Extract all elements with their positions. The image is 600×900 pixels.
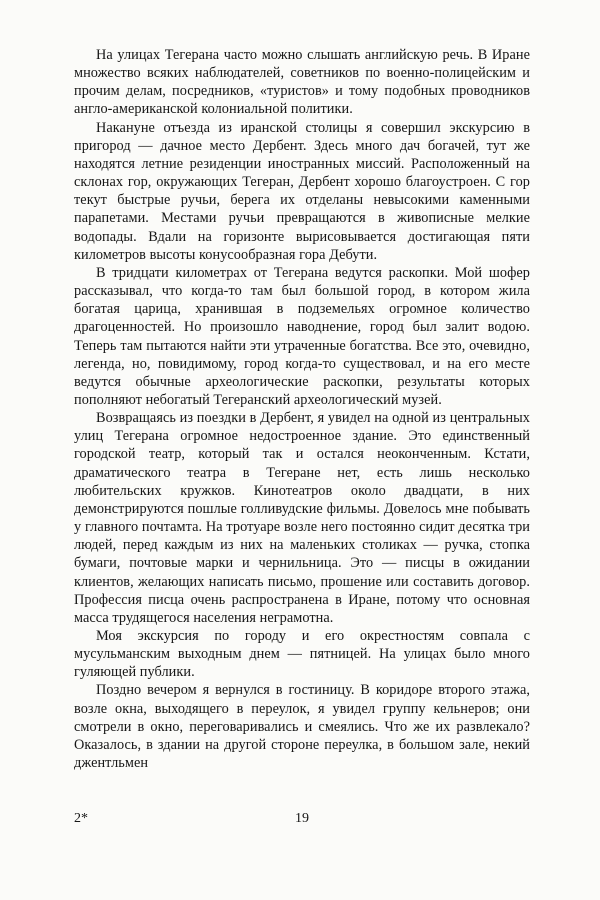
page-number: 19 [295,811,309,826]
paragraph-english-speech: На улицах Тегерана часто можно слышать английскую речь. В Иране множество всяких наблюдателей, советников по военно-полицейским и прочим делам, посредников, «туристов» и тому подобных проводников англо-американской колониальной политики. [74,47,530,118]
page-footer [74,811,530,831]
paragraph-friday-walk: Моя экскурсия по городу и его окрестностям совпала с мусульманским выходным днем — пятницей. На улицах было много гуляющей публики. [74,628,530,681]
paragraph-derbent-excursion: Накануне отъезда из иранской столицы я совершил экскурсию в пригород — дачное место Дербент. Здесь много дач богачей, тут же находятся летние резиденции иностранных миссий. Расположенный на склонах гор, окружающих Тегеран, Дербент хорошо благоустроен. С гор текут быстрые ручьи, берега их отделаны невысокими каменными парапетами. Местами ручьи превращаются в живописные мелкие водопады. Вдали на горизонте вырисовывается достигающая пяти километров высоты конусообразная гора Дебути. [74,119,530,263]
paragraph-excavations: В тридцати километрах от Тегерана ведутся раскопки. Мой шофер рассказывал, что когда-то там был большой город, в котором жила богатая царица, хранившая в подземельях огромное количество драгоценностей. Но произошло наводнение, город был залит водою. Теперь там пытаются найти эти утраченные богатства. Все это, очевидно, легенда, но, повидимому, город когда-то существовал, и на его месте ведутся обычные археологические раскопки, результаты которых пополняют небогатый Тегеранский археологический музей. [74,264,530,408]
paragraph-theatre-and-scribes: Возвращаясь из поездки в Дербент, я увидел на одной из центральных улиц Тегерана огромное недостроенное здание. Это единственный городской театр, который так и остался неоконченным. Кстати, драматического театра в Тегеране нет, есть лишь несколько любительских кружков. Кинотеатров около двадцати, в них демонстрируются пошлые голливудские фильмы. Довелось мне побывать у главного почтамта. На тротуаре возле него постоянно сидит десятка три людей, перед каждым из них на маленьких столиках — ручка, стопка бумаги, почтовые марки и чернильница. Это — писцы в ожидании клиентов, желающих написать письмо, прошение или составить договор. Профессия писца очень распространена в Иране, потому что основная масса трудящегося населения неграмотна. [74,410,530,626]
page-body [74,46,530,772]
signature-mark: 2* [74,811,88,826]
paragraph-hotel-evening: Поздно вечером я вернулся в гостиницу. В коридоре второго этажа, возле окна, выходящего в переулок, я увидел группу кельнеров; они смотрели в окно, переговаривались и смеялись. Что же их развлекало? Оказалось, в здании на другой стороне переулка, в большом зале, некий джентльмен [74,682,530,772]
